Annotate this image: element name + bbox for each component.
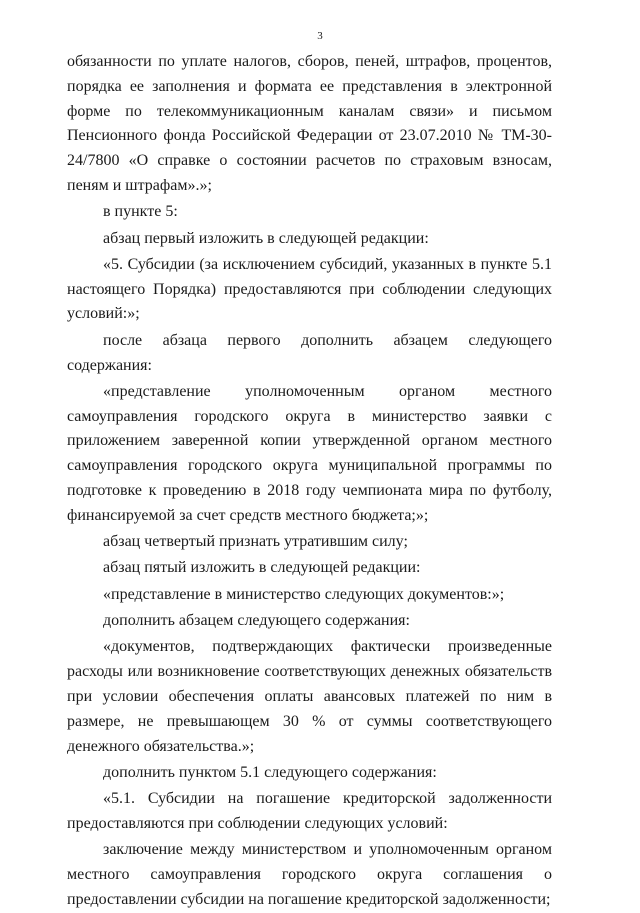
paragraph-documents-text: «документов, подтверждающих фактически произведенные расходы или возникновение соответствующих денежных обязательств при условии обеспечения оплаты авансовых платежей по ним в размере, не превышающем 30 % от суммы соответствующего денежного обязательства.»; xyxy=(67,638,552,755)
paragraph-item-5-text: «5. Субсидии (за исключением субсидий, указанных в пункте 5.1 настоящего Порядка) предоставляются при соблюдении следующих условий:»; xyxy=(67,255,552,323)
paragraph-amend-first-abzac: абзац первый изложить в следующей редакции: xyxy=(103,229,429,247)
page-number: 3 xyxy=(317,30,323,42)
paragraph-add-item-5-1: дополнить пунктом 5.1 следующего содержания: xyxy=(103,763,437,781)
paragraph-amend-fifth: абзац пятый изложить в следующей редакции: xyxy=(103,559,421,577)
paragraph-amend-item-5: в пункте 5: xyxy=(103,203,178,221)
document-body xyxy=(67,50,552,913)
paragraph-fourth-void: абзац четвертый признать утратившим силу; xyxy=(103,533,408,551)
paragraph-item-5-1-text: «5.1. Субсидии на погашение кредиторской задолженности предоставляются при соблюдении следующих условий: xyxy=(67,790,552,832)
paragraph-agreement-text: заключение между министерством и уполномоченным органом местного самоуправления городского округа соглашения о предоставлении субсидии на погашение кредиторской задолженности; xyxy=(67,841,552,908)
paragraph-application-text: «представление уполномоченным органом местного самоуправления городского округа в министерство заявки с приложением заверенной копии утвержденной органом местного самоуправления городского округа муниципальной программы по подготовке к проведению в 2018 году чемпионата мира по футболу, финансируемой за счет средств местного бюджета;»; xyxy=(67,382,552,524)
paragraph-add-after-first: после абзаца первого дополнить абзацем следующего содержания: xyxy=(67,331,552,374)
paragraph-continuation: обязанности по уплате налогов, сборов, пеней, штрафов, процентов, порядка ее заполнения и формата ее представления в электронной форме по телекоммуникационным каналам связи» и письмом Пенсионного фонда Российской Федерации от 23.07.2010 № ТМ-30-24/7800 «О справке о состоянии расчетов по страховым взносам, пеням и штрафам».»; xyxy=(67,53,552,194)
paragraph-add-abzac: дополнить абзацем следующего содержания: xyxy=(103,612,410,630)
paragraph-submit-documents: «представление в министерство следующих документов:»; xyxy=(103,585,505,603)
